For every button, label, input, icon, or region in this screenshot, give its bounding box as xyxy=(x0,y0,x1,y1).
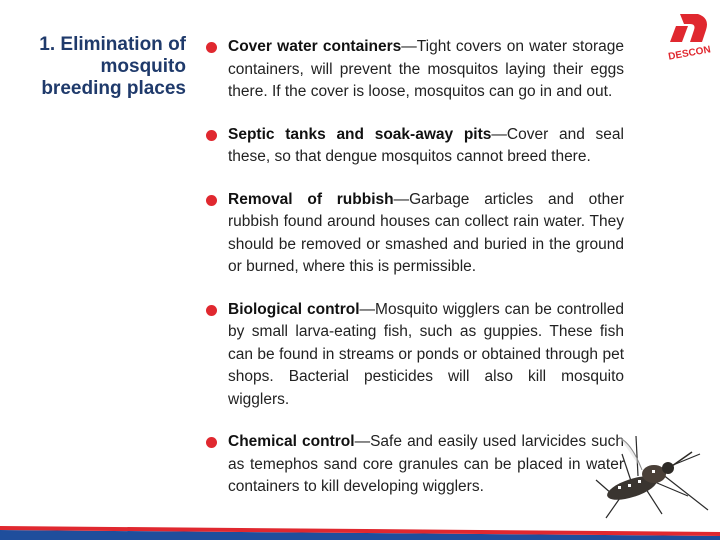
bullet-dot xyxy=(206,437,217,448)
item-term: Biological control xyxy=(228,300,360,318)
item-text: —Mosquito wigglers can be controlled by small larva-eating fish, such as guppies. These fish can be found in streams or ponds or obtained through pet shops. Bacterial pesticides will also kill mosquito wigglers. xyxy=(228,300,624,408)
bullet-dot xyxy=(206,42,217,53)
logo-text: DESCON xyxy=(668,44,712,63)
slide-title xyxy=(14,34,186,100)
list-item xyxy=(206,36,624,104)
item-text: —Tight covers on water storage containers, will prevent the mosquitos laying their eggs there. If the cover is loose, mosquitos can go in and out. xyxy=(228,38,624,100)
title-line-2: mosquito xyxy=(100,56,186,77)
bullet-dot xyxy=(206,130,217,141)
title-line-3: breeding places xyxy=(41,78,186,99)
mosquito-icon xyxy=(592,414,714,524)
list-item xyxy=(206,431,624,499)
list-item xyxy=(206,124,624,169)
item-term: Cover water containers xyxy=(228,38,402,55)
item-term: Chemical control xyxy=(228,433,355,450)
item-text: —Cover and seal these, so that dengue mosquitos cannot breed there. xyxy=(228,125,624,165)
item-term: Removal of rubbish xyxy=(228,190,394,208)
bullet-dot xyxy=(206,305,217,316)
title-line-1: 1. Elimination of xyxy=(39,34,186,55)
item-text: —Garbage articles and other rubbish found around houses can collect rain water. They should be removed or smashed and buried in the ground or burned, where this is permissible. xyxy=(228,190,625,275)
item-text: —Safe and easily used larvicides such as temephos sand core granules can be placed in water containers to kill developing wigglers. xyxy=(228,433,624,495)
decorative-stripe xyxy=(0,526,720,540)
bullet-dot xyxy=(206,195,217,206)
list-item xyxy=(206,299,624,412)
descon-logo xyxy=(668,12,712,64)
list-item xyxy=(206,189,624,279)
bullet-list xyxy=(206,36,624,519)
item-term: Septic tanks and soak-away pits xyxy=(228,125,492,143)
